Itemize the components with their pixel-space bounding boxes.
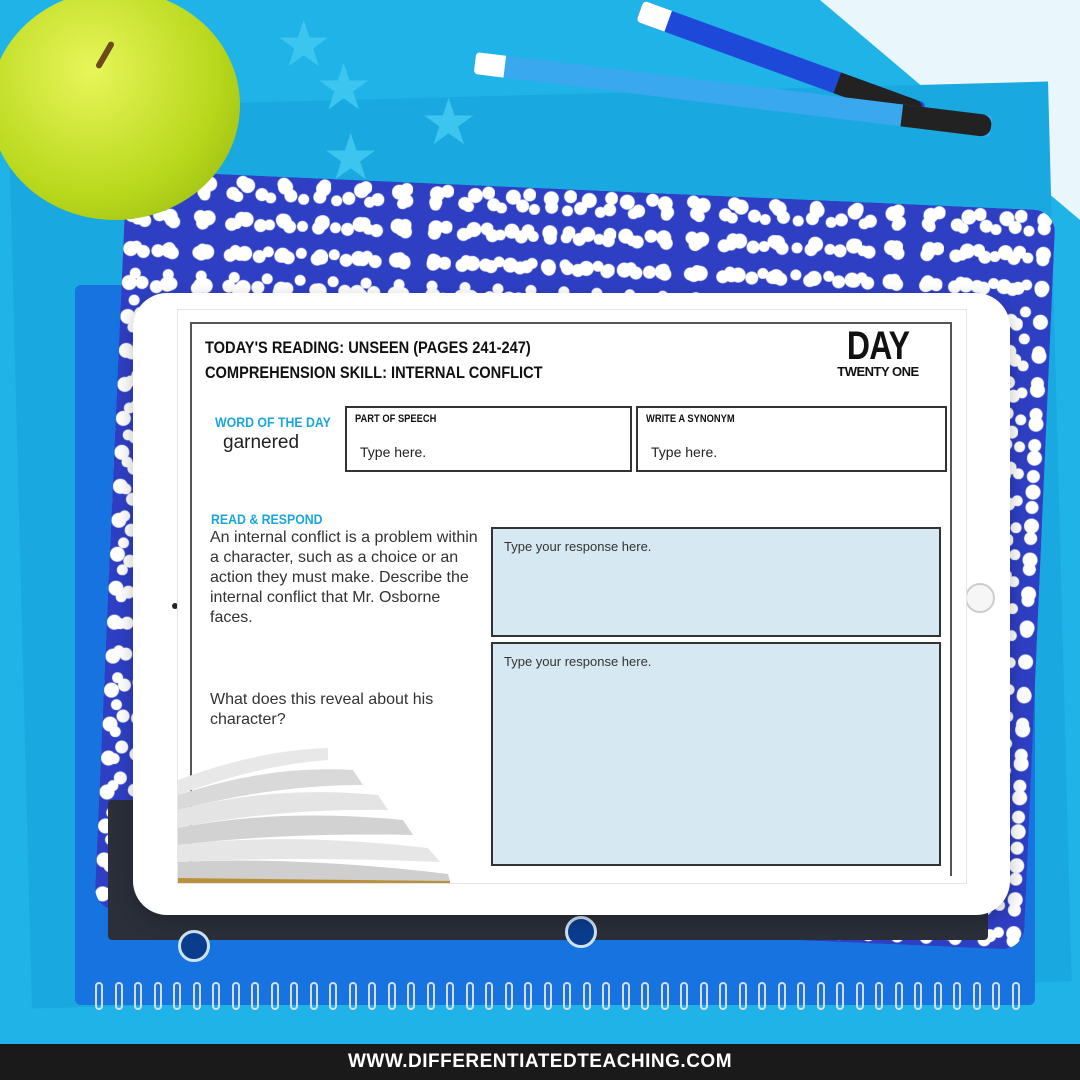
spiral-coil: [154, 982, 162, 1010]
day-number: TWENTY ONE: [837, 364, 919, 379]
spiral-coil: [524, 982, 532, 1010]
spiral-coil: [427, 982, 435, 1010]
prompt-internal-conflict: An internal conflict is a problem within a character, such as a choice or an action they must make. Describe the internal conflict that Mr. Osborne faces.: [210, 529, 478, 626]
prompt-character-reveal: What does this reveal about his character?: [210, 691, 434, 728]
response-box-1[interactable]: [491, 527, 941, 637]
spiral-coil: [349, 982, 357, 1010]
spiral-coil: [875, 982, 883, 1010]
response-box-2[interactable]: [491, 642, 941, 866]
spiral-coil: [368, 982, 376, 1010]
spiral-coil: [758, 982, 766, 1010]
spiral-coil: [914, 982, 922, 1010]
part-of-speech-label: PART OF SPEECH: [355, 413, 437, 425]
notebook-spiral: [95, 982, 1035, 1012]
star-eraser: ★: [420, 86, 478, 158]
tablet-home-button[interactable]: [965, 583, 995, 613]
spiral-coil: [232, 982, 240, 1010]
spiral-coil: [193, 982, 201, 1010]
spiral-coil: [212, 982, 220, 1010]
part-of-speech-input[interactable]: Type here.: [360, 444, 427, 460]
spiral-coil: [485, 982, 493, 1010]
spiral-coil: [407, 982, 415, 1010]
star-eraser: ★: [275, 8, 333, 80]
spiral-coil: [836, 982, 844, 1010]
binder-hole: [178, 930, 210, 962]
word-of-the-day: garnered: [223, 432, 300, 453]
word-of-the-day-title: WORD OF THE DAY: [215, 414, 331, 430]
spiral-coil: [680, 982, 688, 1010]
response-placeholder-1: Type your response here.: [504, 539, 652, 554]
spiral-coil: [622, 982, 630, 1010]
read-respond-title: READ & RESPOND: [211, 511, 323, 527]
spiral-coil: [290, 982, 298, 1010]
spiral-coil: [992, 982, 1000, 1010]
spiral-coil: [778, 982, 786, 1010]
worksheet-screen: [177, 309, 967, 884]
spiral-coil: [700, 982, 708, 1010]
spiral-coil: [115, 982, 123, 1010]
spiral-coil: [388, 982, 396, 1010]
spiral-coil: [797, 982, 805, 1010]
spiral-coil: [271, 982, 279, 1010]
spiral-coil: [173, 982, 181, 1010]
comprehension-skill-heading: COMPREHENSION SKILL: INTERNAL CONFLICT: [205, 363, 543, 382]
spiral-coil: [563, 982, 571, 1010]
spiral-coil: [95, 982, 103, 1010]
star-eraser: ★: [322, 121, 380, 193]
binder-hole: [565, 916, 597, 948]
spiral-coil: [934, 982, 942, 1010]
spiral-coil: [251, 982, 259, 1010]
spiral-coil: [1012, 982, 1020, 1010]
spiral-coil: [329, 982, 337, 1010]
day-label: DAY: [846, 324, 910, 368]
spiral-coil: [817, 982, 825, 1010]
spiral-coil: [446, 982, 454, 1010]
synonym-box: [636, 406, 947, 472]
response-placeholder-2: Type your response here.: [504, 654, 652, 669]
spiral-coil: [953, 982, 961, 1010]
open-book-illustration: [178, 740, 458, 883]
spiral-coil: [310, 982, 318, 1010]
part-of-speech-box: [345, 406, 632, 472]
synonym-label: WRITE A SYNONYM: [646, 413, 735, 425]
spiral-coil: [739, 982, 747, 1010]
spiral-coil: [973, 982, 981, 1010]
star-eraser: ★: [315, 51, 373, 123]
todays-reading-heading: TODAY'S READING: UNSEEN (PAGES 241-247): [205, 338, 531, 357]
spiral-coil: [895, 982, 903, 1010]
day-badge: [828, 324, 928, 380]
spiral-coil: [641, 982, 649, 1010]
spiral-coil: [583, 982, 591, 1010]
spiral-coil: [856, 982, 864, 1010]
spiral-coil: [544, 982, 552, 1010]
spiral-coil: [602, 982, 610, 1010]
spiral-coil: [719, 982, 727, 1010]
website-banner[interactable]: WWW.DIFFERENTIATEDTEACHING.COM: [0, 1044, 1080, 1080]
synonym-input[interactable]: Type here.: [651, 444, 718, 460]
spiral-coil: [134, 982, 142, 1010]
spiral-coil: [505, 982, 513, 1010]
spiral-coil: [466, 982, 474, 1010]
spiral-coil: [661, 982, 669, 1010]
